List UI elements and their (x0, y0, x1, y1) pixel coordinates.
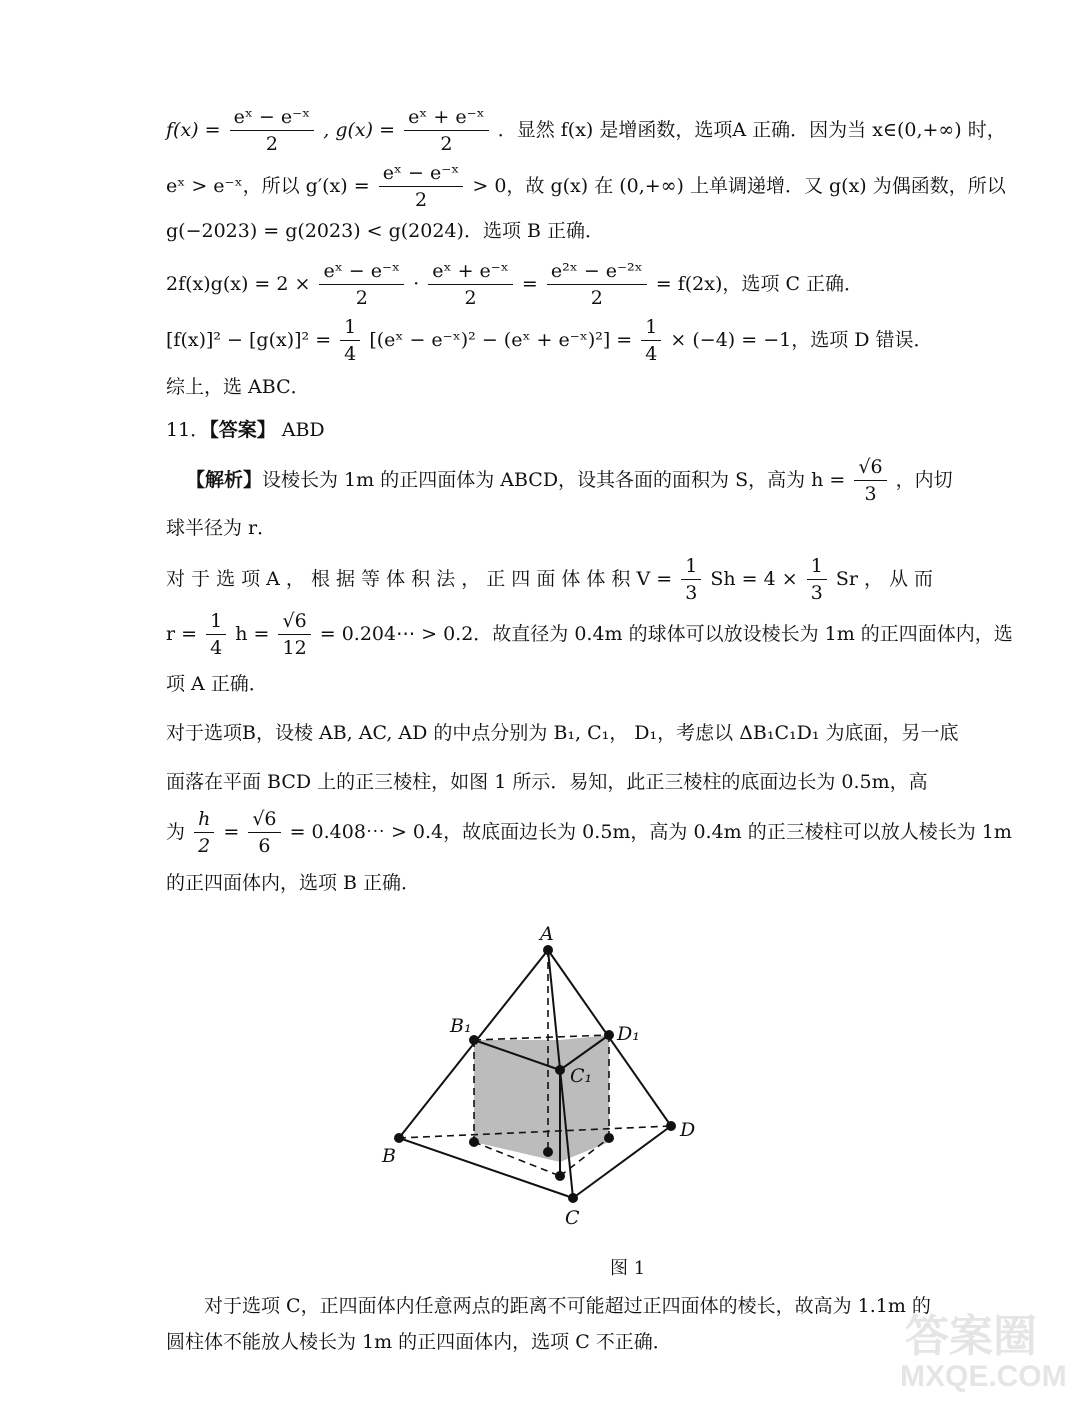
f-def: f(x) = (166, 119, 221, 141)
point-b (394, 1133, 404, 1143)
text: r = (166, 623, 198, 645)
label-b: B (382, 1145, 396, 1167)
fraction: $\frac{1}{4}$ (206, 612, 226, 658)
fraction: $\frac{1}{4}$ (641, 318, 661, 364)
text: = 0.408⋯ > 0.4，故底面边长为 0.5m，高为 0.4m 的正三棱柱可以放人棱长为 1m (289, 821, 1012, 843)
line-3: g(−2023) = g(2023) < g(2024)．选项 B 正确． (166, 220, 604, 242)
line-13: 对于选项B，设棱 AB, AC, AD 的中点分别为 B₁, C₁， D₁，考虑以 ΔB₁C₁D₁ 为底面，另一底 (166, 722, 959, 744)
text: Sr ， 从 而 (835, 568, 934, 590)
tetrahedron-figure (0, 910, 1080, 1250)
label-c: C (565, 1207, 580, 1229)
line-11 (166, 612, 1013, 658)
fraction: $\frac{h}{2}$ (194, 810, 214, 856)
watermark-logo: 答案圈 (905, 1312, 1037, 1361)
text: = (223, 821, 240, 843)
fraction: $\frac{1}{3}$ (807, 557, 827, 603)
label-a: A (540, 923, 554, 945)
text: ，内切 (895, 469, 953, 491)
text: × (−4) = −1，选项 D 错误． (670, 329, 933, 351)
line-12: 项 A 正确． (166, 673, 268, 695)
fraction: $\frac{1}{3}$ (681, 557, 701, 603)
prism-shaded-face (474, 1035, 609, 1162)
point-a (543, 945, 553, 955)
text: = 0.204⋯ > 0.2．故直径为 0.4m 的球体可以放设棱长为 1m 的正四面体内，选 (319, 623, 1013, 645)
watermark-url: MXQE.COM (900, 1360, 1067, 1393)
line-9: 球半径为 r． (166, 517, 277, 539)
text: = f(2x)，选项 C 正确． (655, 273, 864, 295)
text: · (413, 273, 420, 295)
fraction: $\frac{√6}{3}$ (854, 458, 886, 504)
fraction: $\frac{\text{eˣ − e⁻ˣ}}{2}$ (319, 262, 404, 308)
fraction: $\frac{1}{4}$ (340, 318, 360, 364)
text: = (521, 273, 538, 295)
figure-caption: 图 1 (610, 1258, 646, 1279)
fraction: $\frac{\text{eˣ − e⁻ˣ}}{2}$ (379, 164, 464, 210)
line-1 (166, 108, 1006, 154)
answer-line (166, 421, 325, 440)
fraction: $\frac{\text{e²ˣ − e⁻²ˣ}}{2}$ (547, 262, 647, 308)
point-c (568, 1193, 578, 1203)
point-d (666, 1121, 676, 1131)
label-d: D (680, 1119, 696, 1141)
point-center (543, 1147, 553, 1157)
text: 对 于 选 项 A ， 根 据 等 体 积 法 ， 正 四 面 体 体 积 V = (166, 568, 673, 590)
point-b1-base (469, 1137, 479, 1147)
text: h = (235, 623, 270, 645)
point-d1-base (604, 1133, 614, 1143)
fraction: $\frac{\text{eˣ + e⁻ˣ}}{2}$ (428, 262, 513, 308)
fraction: $\frac{\text{eˣ − e⁻ˣ}}{2}$ (230, 108, 315, 154)
fraction: $\frac{√6}{6}$ (248, 810, 280, 856)
text: ．显然 f(x) 是增函数，选项A 正确．因为当 x∈(0,+∞) 时， (497, 119, 1006, 141)
text: 为 (166, 821, 186, 843)
label-c1: C₁ (570, 1065, 593, 1087)
analysis-line (186, 458, 953, 504)
answer-label: 【答案】 (209, 419, 276, 441)
line-6: 综上，选 ABC． (166, 376, 310, 398)
point-c1-base (555, 1171, 565, 1181)
label-d1: D₁ (617, 1023, 640, 1045)
text: Sh = 4 × (710, 568, 798, 590)
fraction: $\frac{\text{eˣ + e⁻ˣ}}{2}$ (404, 108, 489, 154)
text: 设棱长为 1m 的正四面体为 ABCD，设其各面的面积为 S，高为 h = (262, 469, 846, 491)
line-14: 面落在平面 BCD 上的正三棱柱，如图 1 所示．易知，此正三棱柱的底面边长为 0.5m，高 (166, 771, 928, 793)
label-b1: B₁ (450, 1015, 472, 1037)
line-4 (166, 262, 863, 308)
question-number: 11． (166, 419, 210, 441)
text: > 0，故 g(x) 在 (0,+∞) 上单调递增．又 g(x) 为偶函数，所以 (472, 175, 1006, 197)
line-15 (166, 810, 1012, 856)
analysis-label: 【解析】 (186, 469, 263, 491)
text: [f(x)]² − [g(x)]² = (166, 329, 332, 351)
line-2 (166, 164, 1006, 210)
line-17: 对于选项 C，正四面体内任意两点的距离不可能超过正四面体的棱长，故高为 1.1m 的 (204, 1295, 931, 1317)
answer-value: ABD (281, 419, 325, 441)
text: eˣ > e⁻ˣ，所以 g′(x) = (166, 175, 370, 197)
g-def: , g(x) = (323, 119, 396, 141)
line-16: 的正四面体内，选项 B 正确． (166, 872, 421, 894)
point-c1 (555, 1065, 565, 1075)
point-d1 (604, 1030, 614, 1040)
text: 2f(x)g(x) = 2 × (166, 273, 311, 295)
line-10 (166, 557, 933, 603)
line-18: 圆柱体不能放人棱长为 1m 的正四面体内，选项 C 不正确． (166, 1331, 672, 1353)
text: [(eˣ − e⁻ˣ)² − (eˣ + e⁻ˣ)²] = (369, 329, 633, 351)
line-5 (166, 318, 933, 364)
fraction: $\frac{√6}{12}$ (278, 612, 310, 658)
